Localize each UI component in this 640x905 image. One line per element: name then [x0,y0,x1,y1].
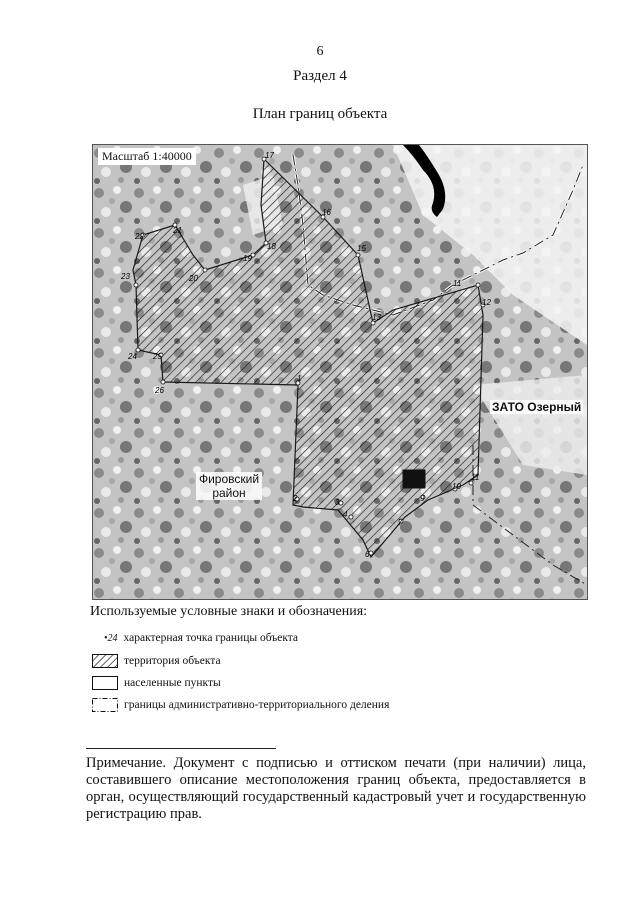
legend-label: границы административно-территориального деления [124,699,390,711]
svg-text:3: 3 [335,498,340,507]
svg-text:25: 25 [153,352,162,361]
map-image [93,145,587,599]
box-swatch-icon [92,676,118,690]
legend-heading: Используемые условные знаки и обозначения: [90,604,368,619]
note-text: Примечание. Документ с подписью и оттиском печати (при наличии) лица, составившего описание местоположения границ объекта, предоставляется в орган, осуществляющий государственный кадастровый учет и государственную регистрацию прав. [86,755,586,822]
svg-text:11: 11 [453,279,462,288]
svg-text:26: 26 [155,386,164,395]
legend-label: характерная точка границы объекта [123,632,299,644]
svg-text:4: 4 [343,510,348,519]
district-label [196,472,262,500]
svg-text:16: 16 [322,208,331,217]
svg-text:23: 23 [121,272,130,281]
legend-item-settlement [92,676,221,690]
point-symbol: •24 [104,632,118,644]
svg-text:17: 17 [265,151,274,160]
legend-item-boundary [92,698,389,712]
district-label-line1: Фировский [198,472,260,486]
section-heading: Раздел 4 [293,68,347,84]
svg-text:7: 7 [398,518,403,527]
svg-text:21: 21 [173,226,182,235]
legend-label: населенные пункты [124,677,221,689]
district-label-line2: район [212,486,246,500]
dashed-swatch-icon [92,698,118,712]
boundary-map [92,144,588,600]
svg-text:24: 24 [128,352,137,361]
svg-text:18: 18 [267,242,276,251]
svg-text:19: 19 [243,254,252,263]
svg-text:9: 9 [420,494,425,503]
svg-text:11: 11 [471,473,480,482]
svg-text:6: 6 [365,550,370,559]
legend-item-territory [92,654,221,668]
svg-text:10: 10 [452,482,461,491]
zato-label: ЗАТО Озерный [492,400,582,414]
legend-label: территория объекта [124,655,221,667]
plan-title: План границ объекта [252,106,388,122]
map-scale: Масштаб 1:40000 [98,148,196,165]
note-divider [86,748,276,749]
svg-text:20: 20 [189,274,198,283]
svg-text:1: 1 [297,374,302,383]
legend-item-point [92,632,298,644]
svg-text:13: 13 [372,313,381,322]
svg-text:22: 22 [135,232,144,241]
svg-text:2: 2 [293,494,298,503]
svg-text:15: 15 [357,244,366,253]
svg-text:12: 12 [482,298,491,307]
page-number: 6 [316,44,324,59]
hatch-swatch-icon [92,654,118,668]
